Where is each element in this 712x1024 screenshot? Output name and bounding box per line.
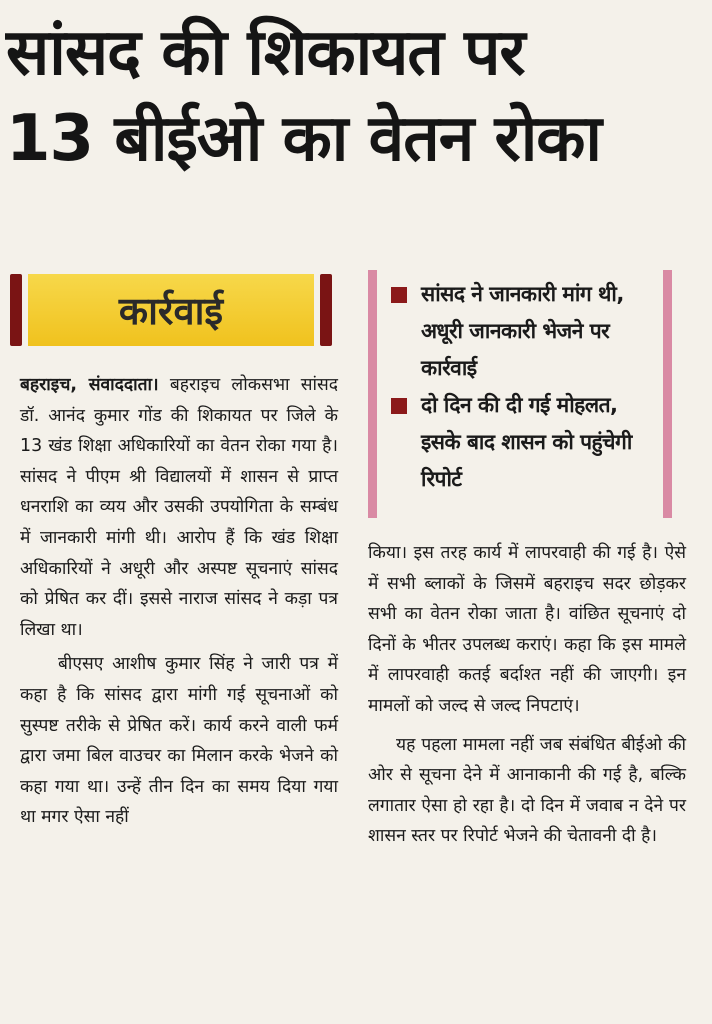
square-bullet-icon <box>391 287 407 303</box>
paragraph-text: बहराइच लोकसभा सांसद डॉ. आनंद कुमार गोंड की शिकायत पर जिले के 13 खंड शिक्षा अधिकारियों का वेतन रोका गया है। सांसद ने पीएम श्री विद्यालयों में शासन से प्राप्त धनराशि का व्यय और उसकी उपयोगिता के सम्बंध में जानकारी मांगी थी। आरोप हैं कि खंड शिक्षा अधिकारियों ने अधूरी और अस्पष्ट सूचनाएं सांसद को प्रेषित कर दीं। इससे नाराज सांसद ने कड़ा पत्र लिखा था। <box>20 375 339 640</box>
highlight-item <box>391 276 657 387</box>
article-column-left <box>20 370 338 833</box>
highlight-item <box>391 387 657 498</box>
tag-right-edge <box>320 274 332 346</box>
headline-line-2: 13 बीईओ का वेतन रोका <box>6 102 601 176</box>
square-bullet-icon <box>391 398 407 414</box>
dateline: बहराइच, संवाददाता। <box>20 375 159 395</box>
article-column-right <box>368 538 686 852</box>
article-paragraph <box>20 370 338 645</box>
highlight-text: दो दिन की दी गई मोहलत, इसके बाद शासन को पहुंचेगी रिपोर्ट <box>421 393 632 491</box>
section-tag <box>10 274 332 346</box>
article-paragraph: बीएसए आशीष कुमार सिंह ने जारी पत्र में कहा है कि सांसद द्वारा मांगी गई सूचनाओं को सुस्पष्ट तरीके से प्रेषित करें। कार्य करने वाली फर्म द्वारा जमा बिल वाउचर का मिलान करके भेजने को कहा गया था। उन्हें तीन दिन का समय दिया गया था मगर ऐसा नहीं <box>20 654 338 828</box>
highlights-box <box>368 270 672 518</box>
headline <box>6 10 706 182</box>
highlight-text: सांसद ने जानकारी मांग थी, अधूरी जानकारी भेजने पर कार्रवाई <box>421 282 624 380</box>
headline-line-1: सांसद की शिकायत पर <box>6 16 525 90</box>
article-paragraph: यह पहला मामला नहीं जब संबंधित बीईओ की ओर से सूचना देने में आनाकानी की गई है, बल्कि लगातार ऐसा हो रहा है। दो दिन में जवाब न देने पर शासन स्तर पर रिपोर्ट भेजने की चेतावनी दी है। <box>368 734 686 847</box>
tag-label: कार्रवाई <box>28 274 314 346</box>
article-paragraph: किया। इस तरह कार्य में लापरवाही की गई है। ऐसे में सभी ब्लाकों के जिसमें बहराइच सदर छोड़कर सभी का वेतन रोका जाता है। वांछित सूचनाएं दो दिनों के भीतर उपलब्ध कराएं। कहा कि इस मामले में लापरवाही कतई बर्दाश्त नहीं की जाएगी। इन मामलों को जल्द से जल्द निपटाएं। <box>368 543 686 716</box>
tag-left-edge <box>10 274 22 346</box>
